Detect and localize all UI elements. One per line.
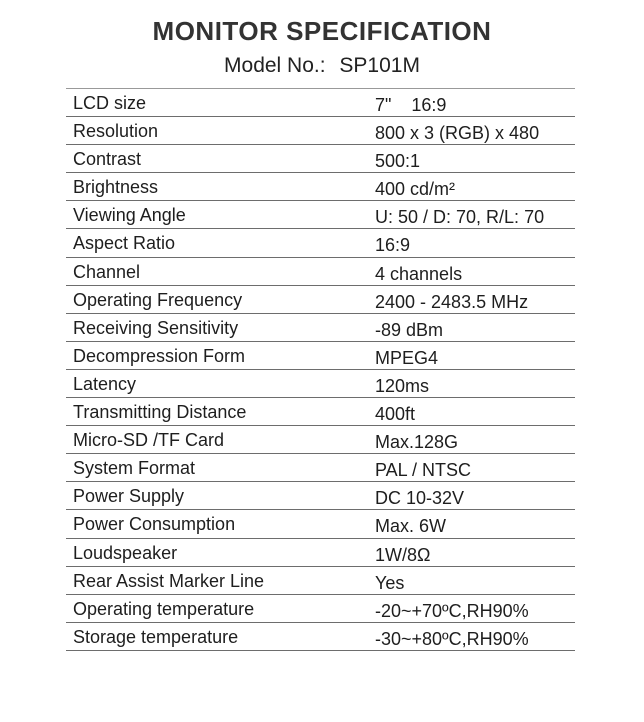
spec-value: DC 10-32V [375, 488, 465, 509]
spec-row-latency [66, 370, 575, 398]
spec-row-loudspeaker [66, 539, 575, 567]
spec-value: Yes [375, 572, 405, 593]
spec-value: 400ft [375, 404, 416, 425]
spec-value: -89 dBm [375, 319, 444, 340]
spec-value: 120ms [375, 375, 430, 396]
model-number [0, 54, 644, 78]
spec-name: Resolution [73, 121, 159, 142]
spec-name: Brightness [73, 177, 159, 198]
spec-value: 500:1 [375, 151, 421, 172]
spec-row-decompression-form [66, 342, 575, 370]
spec-value: -20~+70ºC,RH90% [375, 600, 529, 621]
spec-name: System Format [73, 458, 196, 479]
model-label: Model No.: [224, 54, 326, 77]
spec-row-receiving-sensitivity [66, 314, 575, 342]
spec-value: PAL / NTSC [375, 460, 472, 481]
spec-row-system-format [66, 454, 575, 482]
spec-value: Max. 6W [375, 516, 447, 537]
spec-row-brightness [66, 173, 575, 201]
spec-name: Viewing Angle [73, 205, 186, 226]
spec-row-channel [66, 258, 575, 286]
spec-row-power-supply [66, 482, 575, 510]
spec-name: Rear Assist Marker Line [73, 570, 265, 591]
spec-name: Aspect Ratio [73, 233, 176, 254]
spec-name: Latency [73, 373, 137, 394]
spec-row-micro-sd-card [66, 426, 575, 454]
spec-name: Decompression Form [73, 345, 246, 366]
spec-row-lcd-size [66, 89, 575, 117]
spec-row-power-consumption [66, 510, 575, 538]
spec-table [66, 88, 575, 651]
spec-name: LCD size [73, 93, 147, 113]
spec-value: U: 50 / D: 70, R/L: 70 [375, 207, 545, 228]
spec-value: 400 cd/m² [375, 179, 456, 200]
spec-row-operating-frequency [66, 286, 575, 314]
spec-name: Power Consumption [73, 514, 236, 535]
spec-row-storage-temperature [66, 623, 575, 651]
spec-name: Operating Frequency [73, 289, 243, 310]
spec-value: 4 channels [375, 263, 463, 284]
spec-row-aspect-ratio [66, 229, 575, 257]
spec-value: 1W/8Ω [375, 544, 431, 565]
spec-value: 800 x 3 (RGB) x 480 [375, 123, 540, 144]
spec-value: -30~+80ºC,RH90% [375, 628, 529, 649]
spec-row-contrast [66, 145, 575, 173]
spec-value: Max.128G [375, 432, 459, 453]
spec-value: MPEG4 [375, 347, 439, 368]
model-value: SP101M [339, 54, 420, 77]
spec-value: 16:9 [375, 235, 411, 256]
spec-name: Loudspeaker [73, 542, 178, 563]
spec-name: Contrast [73, 149, 142, 170]
spec-row-resolution [66, 117, 575, 145]
spec-name: Micro-SD /TF Card [73, 430, 225, 451]
spec-row-transmitting-distance [66, 398, 575, 426]
spec-name: Transmitting Distance [73, 402, 247, 423]
spec-name: Operating temperature [73, 598, 255, 619]
spec-row-operating-temperature [66, 595, 575, 623]
spec-name: Receiving Sensitivity [73, 317, 239, 338]
spec-name: Channel [73, 261, 141, 282]
spec-row-viewing-angle [66, 201, 575, 229]
spec-name: Power Supply [73, 486, 185, 507]
page-title: MONITOR SPECIFICATION [152, 16, 492, 46]
spec-value: 7" 16:9 [375, 95, 447, 115]
spec-name: Storage temperature [73, 626, 239, 647]
spec-value: 2400 - 2483.5 MHz [375, 291, 529, 312]
spec-row-rear-assist-marker-line [66, 567, 575, 595]
